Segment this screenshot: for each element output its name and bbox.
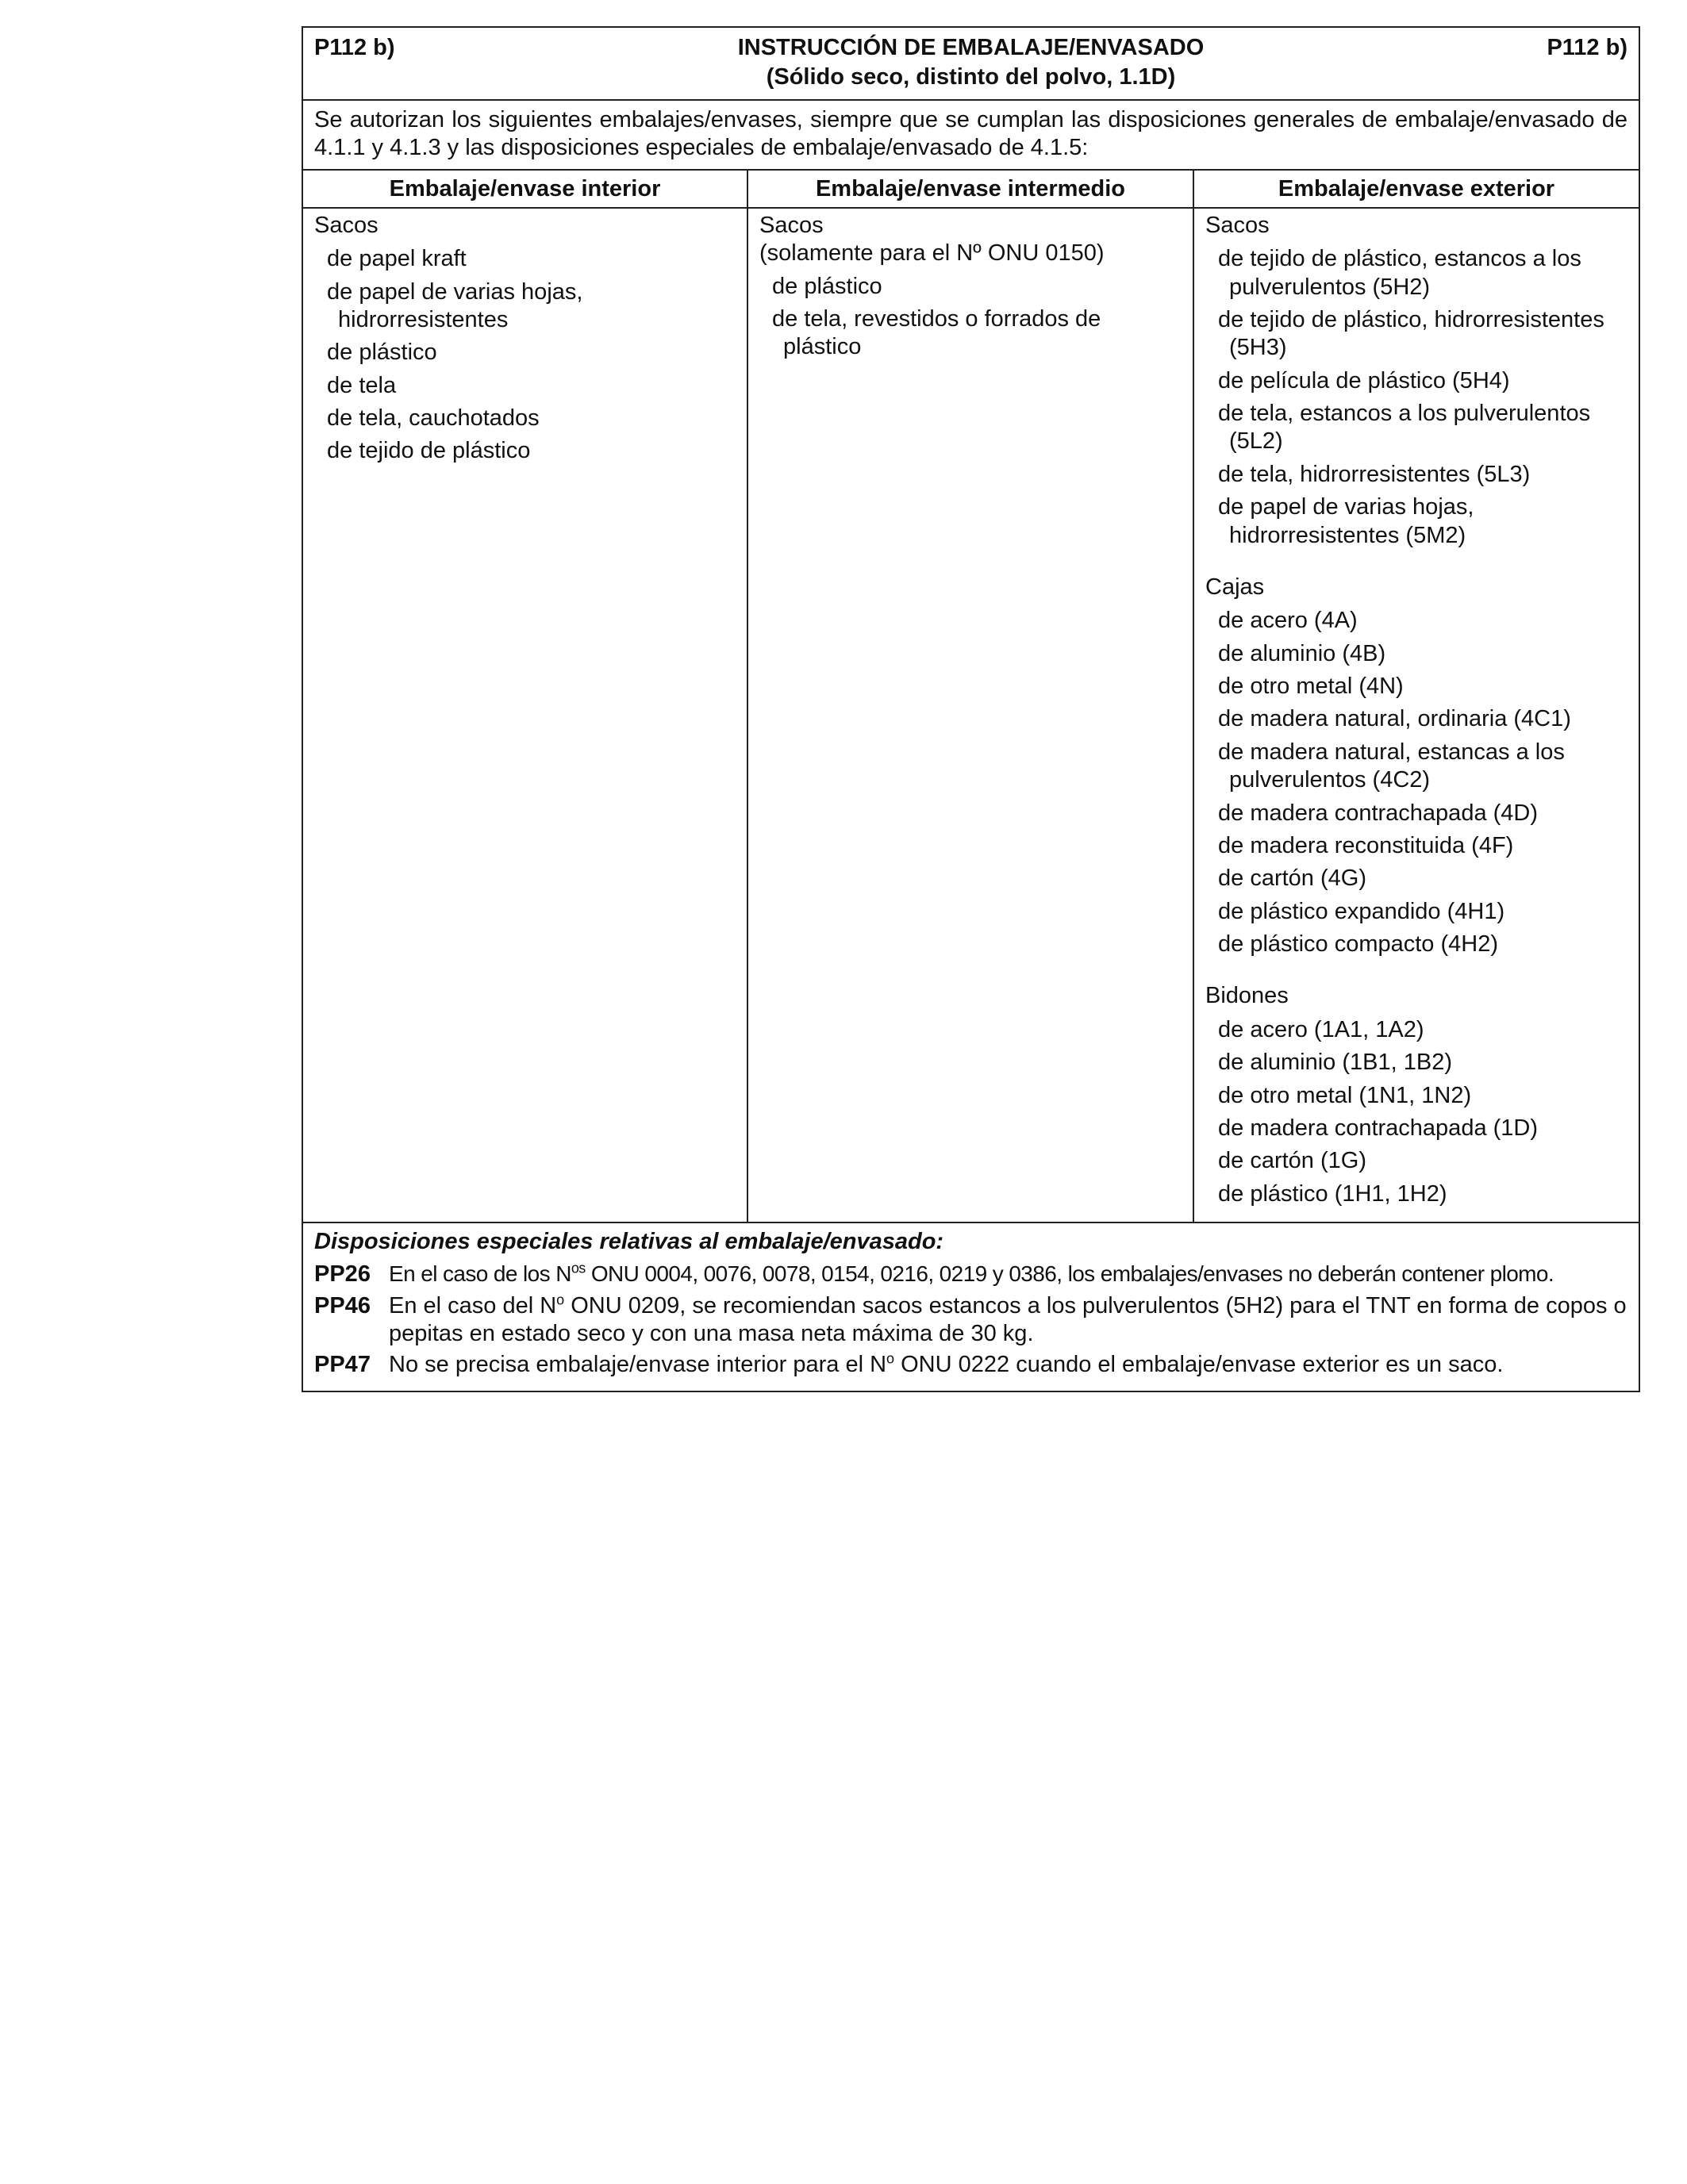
list-item: de madera contrachapada (4D) (1218, 800, 1539, 826)
list-item: de papel kraft (327, 246, 467, 272)
instruction-title: INSTRUCCIÓN DE EMBALAJE/ENVASADO (737, 35, 1205, 60)
group-title: Cajas (1205, 574, 1265, 600)
list-item: de cartón (4G) (1218, 866, 1366, 892)
instruction-subtitle: (Sólido seco, distinto del polvo, 1.1D) (766, 64, 1176, 90)
provision-pp26 (314, 1261, 1627, 1288)
provisions-title: Disposiciones especiales relativas al embalaje/envasado: (314, 1228, 944, 1254)
list-item: de acero (1A1, 1A2) (1218, 1016, 1424, 1042)
group-title: Bidones (1205, 983, 1289, 1009)
special-provisions (303, 1222, 1639, 1391)
list-item: de tela, cauchotados (327, 405, 540, 431)
group-note: (solamente para el Nº ONU 0150) (759, 240, 1105, 267)
list-item: de tela, revestidos o forrados de plástico (772, 305, 1101, 360)
group-spacer (1205, 963, 1627, 982)
list-item: de acero (4A) (1218, 608, 1358, 634)
group-title: Sacos (759, 212, 824, 238)
list-item: de papel de varias hojas, hidrorresistentes (327, 278, 583, 332)
list-item: de tejido de plástico (327, 438, 531, 464)
provision-code: PP46 (314, 1292, 371, 1318)
column-intermediate (748, 209, 1194, 1222)
list-item: de plástico (327, 340, 437, 366)
list-item: de otro metal (1N1, 1N2) (1218, 1082, 1472, 1108)
intro-paragraph: Se autorizan los siguientes embalajes/envases, siempre que se cumplan las disposiciones generales de embalaje/envasado de 4.1.1 y 4.1.3 y las disposiciones especiales de embalaje/envasado de 4.1.5: (303, 101, 1639, 171)
instruction-code-left: P112 b) (314, 35, 395, 60)
group-title: Sacos (314, 212, 379, 238)
list-item: de plástico (772, 273, 882, 299)
provision-text: En el caso del $N^o$ ONU 0209, se recomiendan sacos estancos a los pulverulentos (5H2) para el TNT en forma de copos o pepitas en estado seco y con una masa neta máxima de 30 kg. (389, 1291, 1627, 1346)
list-item: de plástico (1H1, 1H2) (1218, 1180, 1447, 1207)
list-item: de cartón (1G) (1218, 1148, 1366, 1174)
list-item: de película de plástico (5H4) (1218, 367, 1510, 393)
column-outer (1194, 209, 1639, 1222)
list-item: de otro metal (4N) (1218, 674, 1404, 699)
table-header (303, 28, 1639, 101)
list-item: de tela, estancos a los pulverulentos (5L2) (1218, 401, 1591, 455)
packaging-columns (303, 171, 1639, 1222)
list-item: de aluminio (4B) (1218, 640, 1386, 666)
column-inner (303, 209, 748, 1222)
provision-pp47 (314, 1351, 1627, 1379)
list-item: de madera natural, ordinaria (4C1) (1218, 706, 1571, 732)
packing-instruction-table (302, 26, 1640, 1392)
instruction-code-right: P112 b) (1547, 35, 1627, 60)
list-item: de plástico expandido (4H1) (1218, 898, 1505, 924)
provision-text: No se precisa embalaje/envase interior para el $N^o$ ONU 0222 cuando el embalaje/envase exterior es un saco. (389, 1350, 1504, 1378)
group-title: Sacos (1205, 212, 1270, 238)
column-heading-inner: Embalaje/envase interior (303, 171, 748, 209)
list-item: de tejido de plástico, hidrorresistentes (5H3) (1218, 306, 1604, 361)
column-heading-intermediate: Embalaje/envase intermedio (748, 171, 1194, 209)
list-item: de tejido de plástico, estancos a los pulverulentos (5H2) (1218, 246, 1581, 300)
provision-code: PP47 (314, 1352, 371, 1378)
provision-code: PP26 (314, 1261, 371, 1288)
list-item: de aluminio (1B1, 1B2) (1218, 1050, 1452, 1076)
list-item: de madera reconstituida (4F) (1218, 832, 1514, 858)
list-item: de tela (327, 372, 397, 398)
group-spacer (1205, 555, 1627, 574)
list-item: de papel de varias hojas, hidrorresistentes (5M2) (1218, 494, 1474, 548)
list-item: de tela, hidrorresistentes (5L3) (1218, 461, 1531, 487)
provision-text: En el caso de los $N^{os}$ ONU 0004, 0076, 0078, 0154, 0216, 0219 y 0386, los embalajes/envases no deberán contener plomo. (389, 1260, 1554, 1287)
list-item: de plástico compacto (4H2) (1218, 931, 1498, 957)
provision-pp46 (314, 1292, 1627, 1349)
column-heading-outer: Embalaje/envase exterior (1194, 171, 1639, 209)
list-item: de madera contrachapada (1D) (1218, 1115, 1539, 1141)
list-item: de madera natural, estancas a los pulverulentos (4C2) (1218, 739, 1565, 793)
